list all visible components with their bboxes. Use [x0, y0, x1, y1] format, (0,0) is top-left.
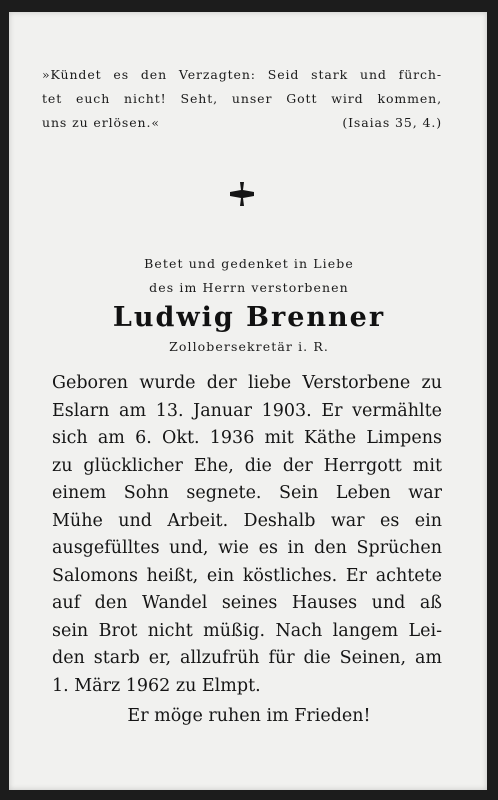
- biography-line: Eslarn am 13. Januar 1903. Er vermählte: [52, 400, 442, 421]
- quote-line: tet euch nicht! Seht, unser Gott wird kommen,: [42, 91, 442, 106]
- deceased-name: Ludwig Brenner: [112, 302, 386, 333]
- biography-line: den starb er, allzufrüh für die Seinen, am: [52, 648, 442, 668]
- biography-line: Mühe und Arbeit. Deshalb war es ein: [52, 510, 442, 531]
- prayer-line: des im Herrn verstorbenen: [149, 280, 349, 295]
- biography-line: ausgefülltes und, wie es in den Sprüchen: [52, 538, 442, 558]
- bible-quote: [42, 63, 442, 135]
- quote-line: »Kündet es den Verzagten: Seid stark und fürch-: [42, 67, 442, 82]
- biography-line: sich am 6. Okt. 1936 mit Käthe Limpens: [52, 428, 442, 448]
- prayer-line: Betet und gedenket in Liebe: [144, 256, 354, 271]
- closing-blessing: Er möge ruhen im Frieden!: [127, 706, 371, 726]
- biography-line: einem Sohn segnete. Sein Leben war: [52, 483, 442, 503]
- deceased-occupation: Zollobersekretär i. R.: [169, 339, 329, 354]
- biography-line: sein Brot nicht müßig. Nach langem Lei-: [52, 620, 442, 641]
- biography-line: 1. März 1962 zu Elmpt.: [52, 675, 261, 696]
- biography-line: Geboren wurde der liebe Verstorbene zu: [52, 373, 442, 393]
- quote-last-line: [42, 111, 442, 135]
- quote-line: uns zu erlösen.«: [42, 115, 160, 130]
- biography-line: zu glücklicher Ehe, die der Herrgott mit: [52, 455, 442, 476]
- biography-text: [52, 370, 442, 700]
- biography-line: auf den Wandel seines Hauses und aß: [52, 593, 442, 613]
- prayer-text: [0, 252, 498, 300]
- quote-source: (Isaias 35, 4.): [342, 115, 442, 130]
- biography-line: Salomons heißt, ein köstliches. Er achtete: [52, 565, 442, 586]
- cross-icon: [228, 180, 256, 208]
